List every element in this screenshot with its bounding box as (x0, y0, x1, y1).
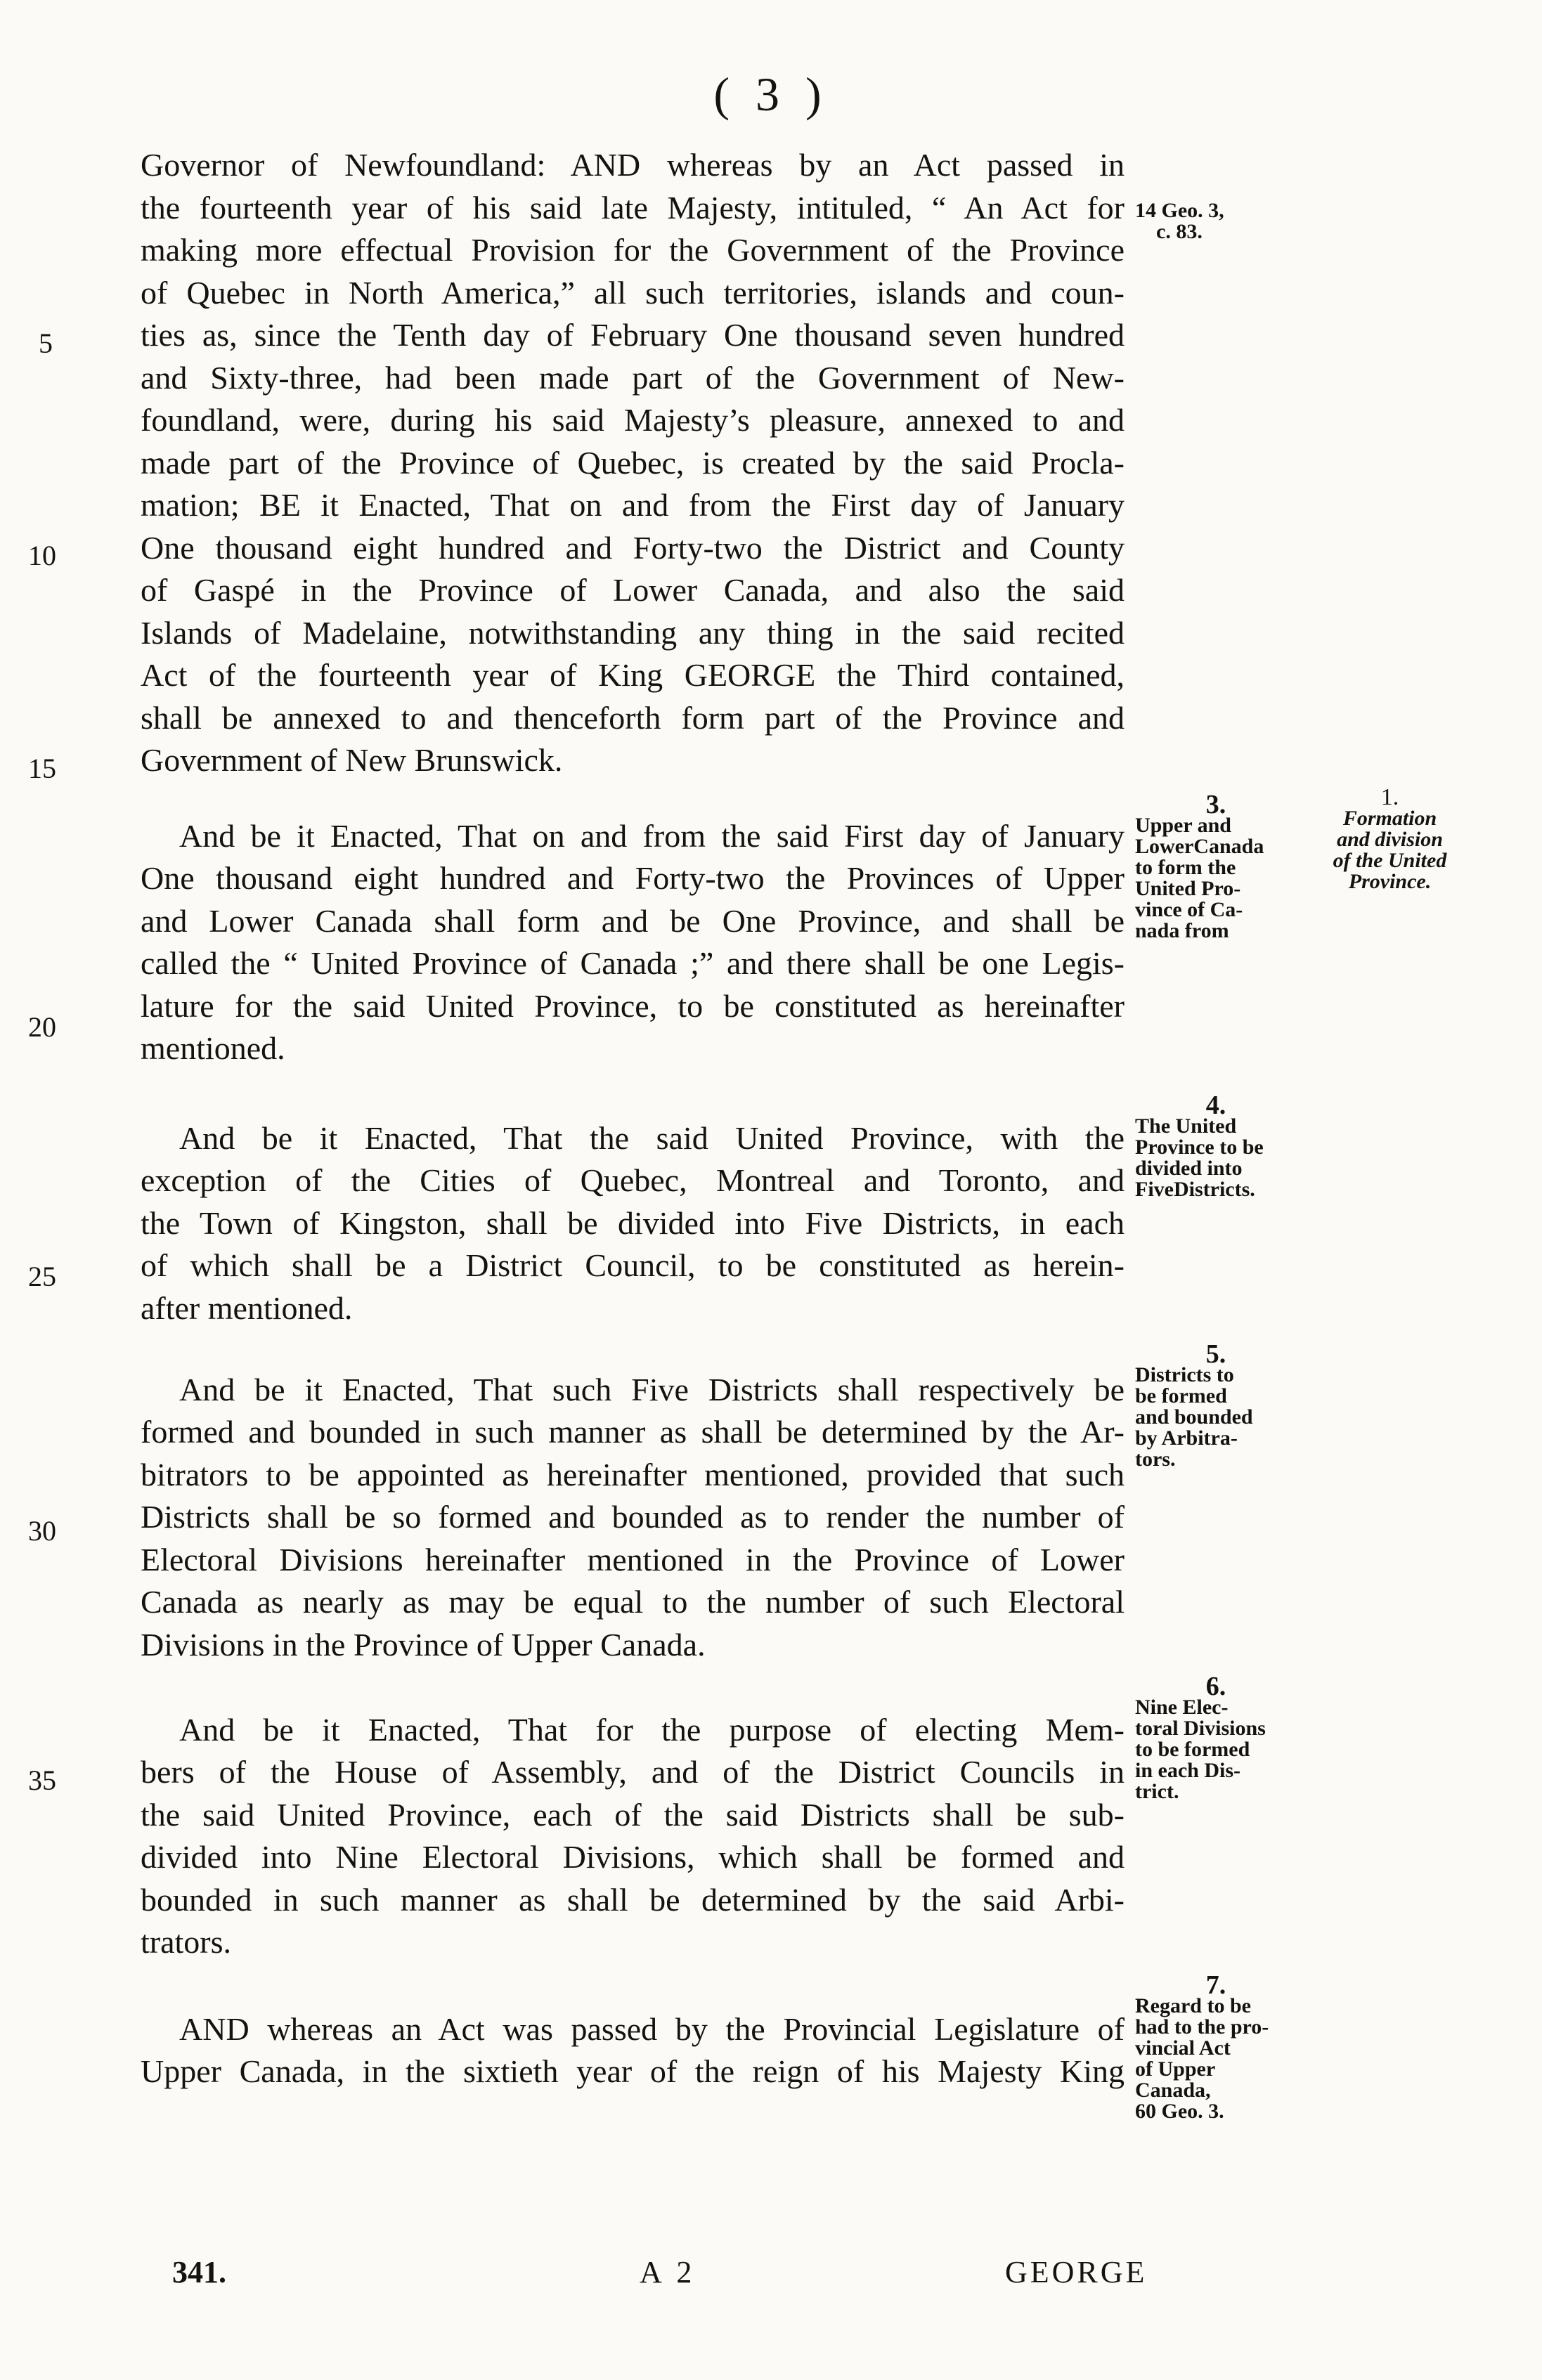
margin-note-line: trict. (1135, 1780, 1179, 1803)
side-note-line: Formation (1342, 807, 1437, 830)
margin-note-line: 14 Geo. 3, (1135, 199, 1224, 222)
margin-note-line: tors. (1135, 1448, 1176, 1471)
signature-mark: 341. (172, 2255, 226, 2289)
margin-note-line: 60 Geo. 3. (1135, 2100, 1224, 2123)
margin-note-section-5 (1135, 1339, 1297, 1471)
text-line: Upper Canada, in the sixtieth year of the reign of his Majesty King (141, 2053, 1125, 2089)
line-number: 15 (28, 753, 56, 784)
text-line: of Gaspé in the Province of Lower Canada, and also the said (141, 572, 1125, 608)
paragraph-3 (179, 1117, 1125, 1160)
paragraph-5-cont (141, 1751, 1125, 1964)
paragraph-6-cont (141, 2050, 1125, 2093)
margin-note-line: Province to be (1135, 1136, 1264, 1159)
line-number: 5 (39, 327, 53, 359)
line-number: 30 (28, 1515, 56, 1547)
margin-note-line: to form the (1135, 856, 1236, 879)
text-line: shall be annexed to and thenceforth form part of the Province and (141, 699, 1125, 736)
text-line: AND whereas an Act was passed by the Provincial Legislature of (179, 2011, 1125, 2047)
margin-note-line: LowerCanada (1135, 835, 1264, 858)
margin-note-line: c. 83. (1156, 220, 1203, 243)
line-number: 25 (28, 1261, 56, 1292)
text-line: foundland, were, during his said Majesty’s pleasure, annexed to and (141, 402, 1125, 438)
margin-note-line: by Arbitra- (1135, 1426, 1238, 1450)
margin-note-line: The United (1135, 1114, 1237, 1138)
text-line: And be it Enacted, That such Five Districts shall respectively be (179, 1372, 1125, 1407)
margin-note-line: had to the pro- (1135, 2015, 1269, 2038)
margin-note-line: FiveDistricts. (1135, 1178, 1255, 1201)
text-line: bitrators to be appointed as hereinafter mentioned, provided that such (141, 1456, 1125, 1493)
line-number: 35 (28, 1764, 56, 1796)
section-number: 1. (1380, 784, 1399, 810)
line-number: 10 (28, 540, 56, 571)
text-line: trators. (141, 1924, 232, 1960)
side-note-line: of the United (1333, 849, 1447, 872)
text-line: ties as, since the Tenth day of February One thousand seven hundred (141, 317, 1125, 353)
margin-note-line: Upper and (1135, 814, 1231, 837)
section-number: 6. (1205, 1672, 1226, 1701)
side-note-line: Province. (1348, 870, 1432, 893)
text-line: bounded in such manner as shall be determined by the said Arbi- (141, 1881, 1125, 1918)
margin-note-line: Regard to be (1135, 1994, 1251, 2017)
paragraph-1 (141, 144, 1125, 782)
margin-note-line: of Upper (1135, 2057, 1216, 2081)
folio-mark: A 2 (640, 2255, 697, 2289)
text-line: the said United Province, each of the said Districts shall be sub- (141, 1796, 1125, 1833)
section-number: 3. (1205, 790, 1226, 819)
margin-note-line: and bounded (1135, 1405, 1253, 1429)
text-line: after mentioned. (141, 1289, 353, 1326)
margin-note-line: Nine Elec- (1135, 1696, 1229, 1719)
line-number: 20 (28, 1011, 56, 1043)
section-number: 4. (1205, 1091, 1226, 1120)
margin-note-line: be formed (1135, 1384, 1227, 1407)
text-line: and Lower Canada shall form and be One Province, and shall be (141, 902, 1125, 939)
paragraph-5 (179, 1709, 1125, 1752)
text-line: the fourteenth year of his said late Majesty, intituled, “ An Act for (141, 189, 1125, 226)
text-line: Governor of Newfoundland: AND whereas by an Act passed in (141, 147, 1125, 183)
side-note-section-1 (1311, 784, 1469, 893)
margin-note-line: vincial Act (1135, 2036, 1231, 2060)
text-line: Islands of Madelaine, notwithstanding any thing in the said recited (141, 614, 1125, 651)
margin-note-line: divided into (1135, 1157, 1243, 1180)
text-line: called the “ United Province of Canada ;” and there shall be one Legis- (141, 945, 1125, 981)
text-line: formed and bounded in such manner as shall be determined by the Ar- (141, 1414, 1125, 1450)
text-line: Divisions in the Province of Upper Canada. (141, 1626, 706, 1663)
margin-note-line: toral Divisions (1135, 1717, 1266, 1740)
margin-note-section-3 (1135, 790, 1297, 942)
margin-note-line: to be formed (1135, 1738, 1250, 1761)
text-line: And be it Enacted, That the said United Province, with the (179, 1120, 1125, 1156)
text-line: making more effectual Provision for the Government of the Province (141, 232, 1125, 268)
margin-note-line: in each Dis- (1135, 1759, 1240, 1782)
text-line: Canada as nearly as may be equal to the number of such Electoral (141, 1584, 1125, 1620)
paragraph-2-cont (141, 857, 1125, 1070)
text-line: of which shall be a District Council, to be constituted as herein- (141, 1247, 1125, 1283)
text-line: divided into Nine Electoral Divisions, which shall be formed and (141, 1839, 1125, 1875)
text-line: mentioned. (141, 1030, 285, 1066)
text-line: One thousand eight hundred and Forty-two the Provinces of Upper (141, 860, 1125, 896)
text-line: made part of the Province of Quebec, is created by the said Procla- (141, 444, 1125, 481)
text-line: exception of the Cities of Quebec, Montreal and Toronto, and (141, 1162, 1125, 1198)
text-line: mation; BE it Enacted, That on and from the First day of January (141, 487, 1125, 523)
text-line: lature for the said United Province, to be constituted as hereinafter (141, 987, 1125, 1024)
margin-note-line: nada from (1135, 919, 1229, 942)
paragraph-4 (179, 1369, 1125, 1412)
text-line: Electoral Divisions hereinafter mentioned in the Province of Lower (141, 1541, 1125, 1578)
margin-note-section-4 (1135, 1091, 1297, 1201)
margin-note-section-6 (1135, 1672, 1297, 1803)
section-number: 7. (1205, 1970, 1226, 2000)
margin-note-line: Canada, (1135, 2079, 1211, 2102)
text-line: One thousand eight hundred and Forty-two the District and County (141, 529, 1125, 566)
text-line: Act of the fourteenth year of King GEORGE the Third contained, (141, 657, 1125, 693)
paragraph-3-cont (141, 1159, 1125, 1329)
text-line: And be it Enacted, That for the purpose of electing Mem- (179, 1712, 1125, 1748)
margin-note-statute-ref (1135, 200, 1297, 242)
page-number: ( 3 ) (713, 67, 829, 121)
paragraph-6 (179, 2008, 1125, 2051)
text-line: of Quebec in North America,” all such territories, islands and coun- (141, 274, 1125, 311)
text-line: Government of New Brunswick. (141, 742, 563, 778)
side-note-line: and division (1337, 828, 1443, 851)
margin-note-line: United Pro- (1135, 877, 1241, 900)
margin-note-line: Districts to (1135, 1363, 1234, 1386)
text-line: bers of the House of Assembly, and of the District Councils in (141, 1754, 1125, 1790)
text-line: And be it Enacted, That on and from the said First day of January (179, 818, 1125, 854)
margin-note-section-7 (1135, 1970, 1297, 2123)
text-line: and Sixty-three, had been made part of the Government of New- (141, 359, 1125, 396)
paragraph-2 (179, 815, 1125, 858)
paragraph-4-cont (141, 1411, 1125, 1666)
section-number: 5. (1205, 1339, 1226, 1369)
text-line: Districts shall be so formed and bounded as to render the number of (141, 1499, 1125, 1535)
catchword: GEORGE (1005, 2255, 1148, 2289)
text-line: the Town of Kingston, shall be divided into Five Districts, in each (141, 1204, 1125, 1241)
margin-note-line: vince of Ca- (1135, 898, 1243, 921)
